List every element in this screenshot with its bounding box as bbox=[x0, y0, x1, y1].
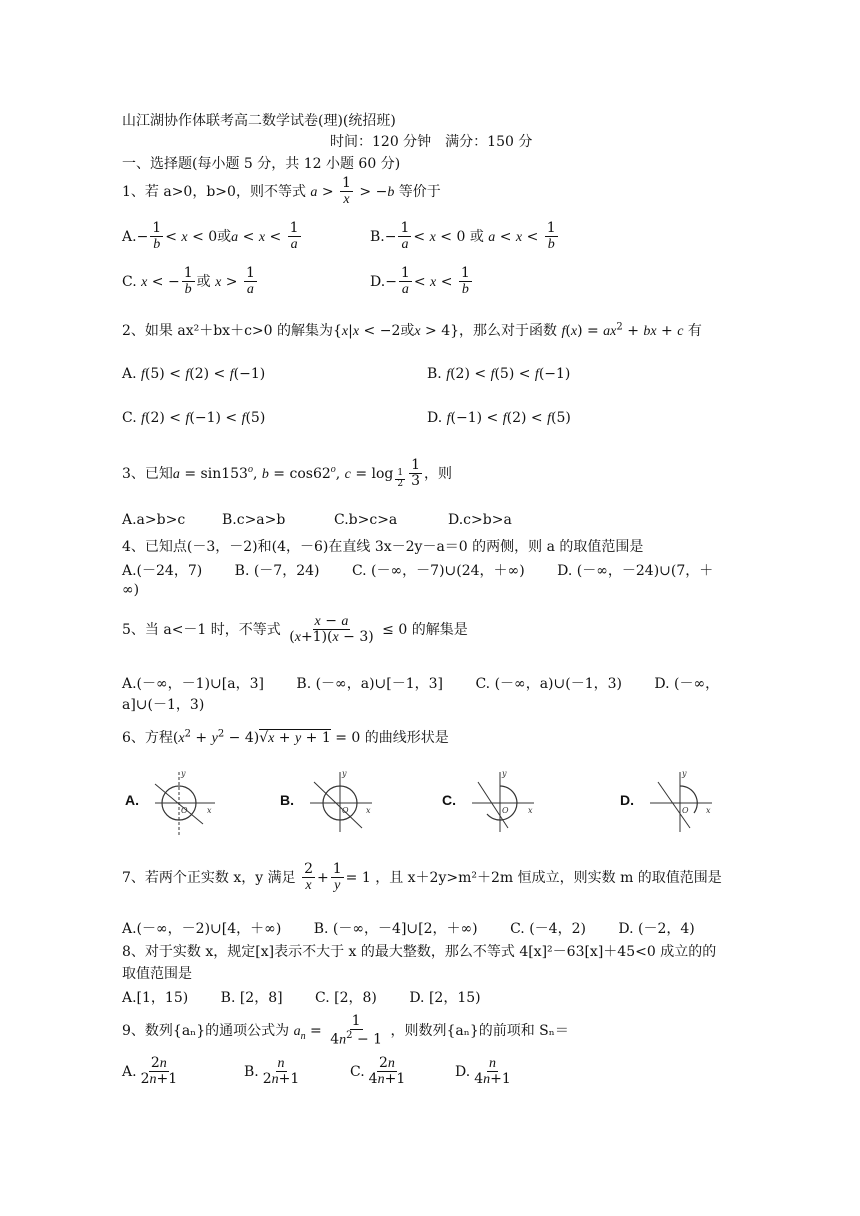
question-8-options: A.[1，15) B. [2，8] C. [2，8) D. [2，15) bbox=[122, 990, 481, 1006]
origin-label: O bbox=[342, 806, 349, 815]
question-1-option-a: A.− $\frac{1}{b}$ < x < 0或a < x < $\frac{1}{a}$ bbox=[122, 220, 299, 253]
graph-option-b: B. y x O bbox=[280, 766, 380, 836]
question-2-stem: 2、如果 ax²＋bx＋c>0 的解集为{x|x < −2或x > 4}，那么对于函数 $f(x) = ax^2$ + bx + c 有 bbox=[122, 321, 702, 339]
question-7-options: A.(－∞，－2)∪[4，＋∞) B. (－∞，－4]∪[2，＋∞) C. (－4，2) D. (－2，4) bbox=[122, 921, 695, 937]
origin-label: O bbox=[682, 806, 689, 815]
question-2-option-a: A. f(5) < f(2) < f(−1) bbox=[122, 366, 266, 382]
question-9-stem: 9、数列{aₙ}的通项公式为 $a_n$ = $\frac{1}{4n^2 - 1}$ ，则数列{aₙ}的前项和 Sₙ＝ bbox=[122, 1013, 569, 1049]
question-2-option-b: B. f(2) < f(5) < f(−1) bbox=[427, 366, 571, 382]
question-5-options-wrap: a]∪(－1，3) bbox=[122, 697, 205, 713]
question-9-option-a: A. $\frac{2n}{2n+1}$ bbox=[122, 1055, 178, 1088]
y-axis-label: y bbox=[502, 769, 507, 778]
y-axis-label: y bbox=[682, 769, 687, 778]
question-1-option-c: C. x < − $\frac{1}{b}$ 或 x > $\frac{1}{a}$ bbox=[122, 265, 255, 298]
question-1-option-b: B.− $\frac{1}{a}$ < x < 0 或 a < x < $\frac{1}{b}$ bbox=[370, 220, 556, 253]
exam-subtitle: 时间：120 分钟 满分：150 分 bbox=[330, 134, 533, 150]
x-axis-label: x bbox=[528, 806, 533, 815]
question-4-options-wrap: ∞) bbox=[122, 582, 140, 598]
question-5-stem: 5、当 a<－1 时，不等式 $\frac{x - a}{(x+1)(x - 3)}$ ≤ 0 的解集是 bbox=[122, 613, 468, 646]
question-5-options: A.(－∞，－1)∪[a，3] B. (－∞，a)∪[－1，3] C. (－∞，a)∪(－1，3) D. (－∞， bbox=[122, 676, 720, 692]
question-3-stem: 3、已知$a = \sin 153^o$, $b = \cos 62^o$, c = log $_{\frac{1}{2}}$ $\frac{1}{3}$ ，则 bbox=[122, 457, 453, 490]
question-6-stem: 6、方程$(x^2 + y^2 - 4)√x + y + 1 = 0$ 的曲线形状是 bbox=[122, 728, 449, 746]
question-2-option-d: D. f(−1) < f(2) < f(5) bbox=[427, 410, 571, 426]
question-2-option-c: C. f(2) < f(−1) < f(5) bbox=[122, 410, 266, 426]
question-8-stem-wrap: 取值范围是 bbox=[122, 966, 192, 982]
x-axis-label: x bbox=[207, 806, 212, 815]
graph-option-a: A. y x O bbox=[125, 766, 225, 836]
question-9-option-c: C. $\frac{2n}{4n+1}$ bbox=[350, 1055, 406, 1088]
graph-option-c: C. y x O bbox=[442, 766, 542, 836]
question-4-options: A.(－24，7) B. (－7，24) C. (－∞，－7)∪(24，＋∞) D. (－∞，－24)∪(7，＋ bbox=[122, 563, 714, 579]
question-9-option-b: B. $\frac{n}{2n+1}$ bbox=[244, 1056, 300, 1088]
section-heading: 一、选择题(每小题 5 分，共 12 小题 60 分) bbox=[122, 156, 401, 172]
question-9-option-d: D. $\frac{n}{4n+1}$ bbox=[455, 1056, 511, 1088]
exam-title: 山江湖协作体联考高二数学试卷(理)(统招班) bbox=[122, 113, 396, 129]
origin-label: O bbox=[502, 806, 509, 815]
graph-option-d: D. y x O bbox=[620, 766, 720, 836]
question-8-stem: 8、对于实数 x，规定[x]表示不大于 x 的最大整数，那么不等式 4[x]²－63[x]＋45<0 成立的的 bbox=[122, 944, 717, 960]
x-axis-label: x bbox=[706, 806, 711, 815]
question-7-stem: 7、若两个正实数 x，y 满足 $\frac{2}{x}$ + $\frac{1}{y}$ = 1 ，且 x＋2y>m²＋2m 恒成立，则实数 m 的取值范围是 bbox=[122, 861, 722, 894]
y-axis-label: y bbox=[181, 769, 186, 778]
x-axis-label: x bbox=[366, 806, 371, 815]
question-1-option-d: D.− $\frac{1}{a}$ < x < $\frac{1}{b}$ bbox=[370, 265, 470, 298]
y-axis-label: y bbox=[342, 769, 347, 778]
question-4-stem: 4、已知点(－3，－2)和(4，－6)在直线 3x－2y－a＝0 的两侧，则 a 的取值范围是 bbox=[122, 539, 644, 555]
origin-label: O bbox=[181, 806, 188, 815]
question-1-stem: 1、若 a>0，b>0，则不等式 a > $\frac{1}{x}$ > −b 等价于 bbox=[122, 175, 441, 208]
